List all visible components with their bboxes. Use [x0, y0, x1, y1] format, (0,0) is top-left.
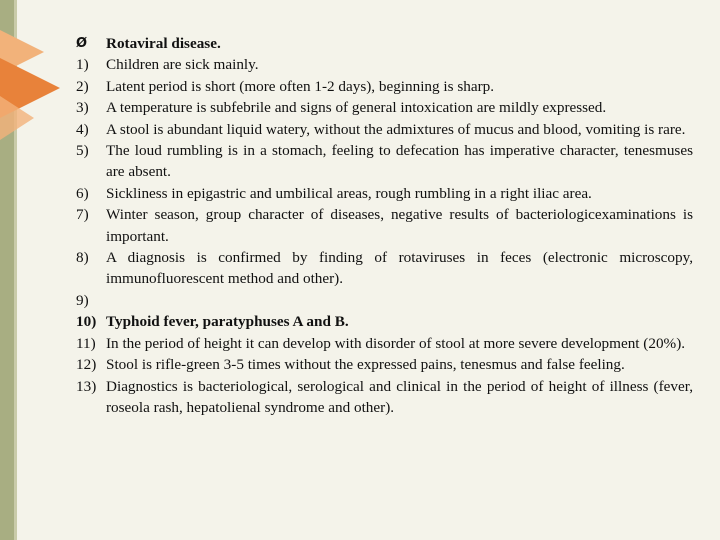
list-item — [76, 54, 693, 75]
list-item — [76, 140, 693, 183]
list-item-number: 9) — [76, 291, 89, 309]
list-item — [76, 354, 693, 375]
list-item-number: 11) — [76, 334, 96, 352]
list-item-text: A stool is abundant liquid watery, without the admixtures of mucus and blood, vomiting is rare. — [106, 120, 686, 138]
list-item — [76, 119, 693, 140]
slide-body-list — [76, 33, 693, 418]
list-item — [76, 290, 693, 311]
list-item — [76, 76, 693, 97]
list-item-text: Latent period is short (more often 1-2 days), beginning is sharp. — [106, 77, 495, 95]
list-item-number: 1) — [76, 56, 89, 74]
list-item-text: Stool is rifle-green 3-5 times without the expressed pains, tenesmus and false feeling. — [106, 356, 625, 374]
list-item-number: 6) — [76, 184, 89, 202]
list-item-number: 8) — [76, 249, 89, 267]
list-item-text: Diagnostics is bacteriological, serological and clinical in the period of height of illness (fever, roseola rash, hepatolienal syndrome and other). — [106, 377, 693, 416]
list-item-number: 4) — [76, 120, 89, 138]
list-item-text: Rotaviral disease. — [106, 35, 221, 52]
list-item-text: Sickliness in epigastric and umbilical areas, rough rumbling in a right iliac area. — [106, 184, 592, 202]
list-item — [76, 97, 693, 118]
list-item — [76, 33, 693, 54]
list-item-text: A diagnosis is confirmed by finding of rotaviruses in feces (electronic microscopy, immunofluorescent method and other). — [106, 249, 693, 288]
orange-arrow-decoration — [0, 30, 60, 140]
list-item-number: 3) — [76, 99, 89, 117]
list-item-number: 12) — [76, 356, 97, 374]
list-item-number: 2) — [76, 77, 89, 95]
list-item — [76, 204, 693, 247]
list-item-number: 7) — [76, 206, 89, 224]
list-item-text: In the period of height it can develop with disorder of stool at more severe development (20%). — [106, 334, 686, 352]
list-item — [76, 247, 693, 290]
list-item-number: 13) — [76, 377, 97, 395]
list-item-number: 5) — [76, 142, 89, 160]
list-item-text — [106, 290, 693, 311]
list-item — [76, 376, 693, 419]
list-item — [76, 311, 693, 332]
list-item — [76, 183, 693, 204]
list-item — [76, 333, 693, 354]
list-item-text: Children are sick mainly. — [106, 56, 259, 74]
list-item-text: A temperature is subfebrile and signs of general intoxication are mildly expressed. — [106, 99, 607, 117]
list-item-text: Typhoid fever, paratyphuses A and B. — [106, 313, 349, 331]
list-item-text: Winter season, group character of diseases, negative results of bacteriologicexaminations is important. — [106, 206, 693, 245]
list-item-text: The loud rumbling is in a stomach, feeling to defecation has imperative character, tenesmuses are absent. — [106, 142, 693, 181]
arrow-bullet-icon: Ø — [76, 36, 88, 51]
list-item-number: 10) — [76, 313, 97, 331]
